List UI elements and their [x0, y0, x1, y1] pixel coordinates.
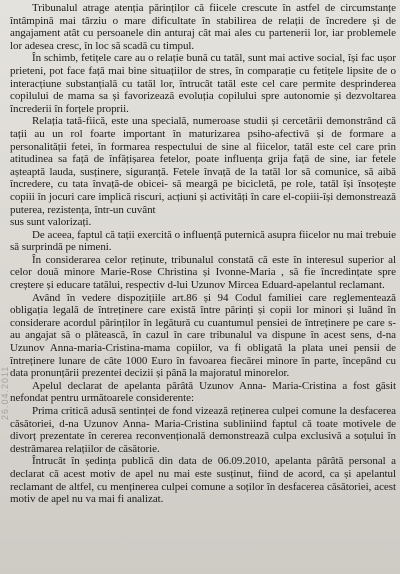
paragraph-8: Prima critică adusă sentinței de fond vizează reținerea culpei comune la desfacerea căsătoriei, d-na Uzunov Anna- Maria-Cristina subliniind faptul că toate motivele de divorț prezentate în cererea reconvențională demonstrează culpa exclusivă a soțului în destrămarea relațiilor de căsătorie.	[10, 405, 396, 455]
paragraph-6: Având în vedere dispozițiile art.86 și 94 Codul familiei care reglementează obligația legală de întreținere care există între părinți și copii lor minori și luând în considerare acordul părinților în legătură cu cuantumul pensiei de întreținere pe care s-au angajat să o plătească, în cazul în care tribunalul va dispune în acest sens, d-na Uzunov Anna-maria-Cristina-mama copiilor, va fi obligată la plata unei pensii de întreținere lunare de câte 1000 Euro în favoarea fiecărei minore în parte, începând cu data pronunțării prezentei decizii și până la majoratul minorelor.	[10, 291, 396, 380]
paragraph-3-end: sus sunt valorizați.	[10, 216, 92, 229]
margin-stamp: 26.04.2011	[0, 365, 10, 420]
paragraph-9: Întrucât în ședința publică din data de 06.09.2010, apelanta pârâtă personal a declarat că acest motiv de apel nu mai este susținut, fiind de acord, ca și apelantul reclamant de altfel, cu menținerea culpei comune a soților în desfacerea căsătoriei, acest motiv de apel nu va mai fi analizat.	[10, 455, 396, 506]
paragraph-1: Tribunalul atrage atenția părinților că fiicele crescute în astfel de circumstanțe întâmpină mai târziu o mare dificultate în stabilirea de relații de încredere și de angajament atât cu persoanele din anturaj cât mai ales cu partenerii lor, iar problemele lor adesea cresc, în loc să scadă cu timpul.	[10, 2, 396, 52]
paragraph-4: De aceea, faptul că tații exercită o influență puternică asupra fiicelor nu mai trebuie să surprindă pe nimeni.	[10, 228, 396, 254]
paragraph-2: În schimb, fetițele care au o relație bună cu tatăl, sunt mai active social, își fac ușor prieteni, pot face față mai bine situațiilor de stres, în comparație cu fetițele lipsite de o interacțiune substanțială cu tatăl lor, întrucât tatăl este cel care permite desprinderea copilului de mama sa și favorizează evoluția copilului spre autonomie și dezvoltarea încrederii în forțele proprii.	[10, 52, 396, 115]
paragraph-3: Relația tată-fiică, este una specială, numeroase studii și cercetării demonstrând că tații au un rol foarte important în maturizarea psiho-afectivă și de formare a personalității fetei, în formarea respectului de sine al fiicelor, tatăl este cel care prin atitudinea sa față de înfățișarea fetelor, poate influența grija față de sine, iar fetele așteaptă lauda, susținere, siguranță. Fetele învață de la tatăl lor să comunice, să aibă încredere, cu tata învață-de obicei- să meargă pe bicicletă, pe role, tatăl își însoțește copiii în jocuri care implică riscuri, acțiuni și activități în care el-copiii-își demonstrează puterea, rezistența, într-un cuvânt	[10, 115, 396, 216]
paragraph-7: Apelul declarat de apelanta pârâtă Uzunov Anna- Maria-Cristina a fost găsit nefondat pentru următoarele considerente:	[10, 379, 396, 405]
paragraph-5: În considerarea celor reținute, tribunalul constată că este în interesul superior al celor două minore Marie-Rose Christina și Ivonne-Maria , să fie încredințate spre creștere și educare tatălui, respectiv d-lui Uzunov Mircea Eduard-apelantul reclamant.	[10, 253, 396, 292]
